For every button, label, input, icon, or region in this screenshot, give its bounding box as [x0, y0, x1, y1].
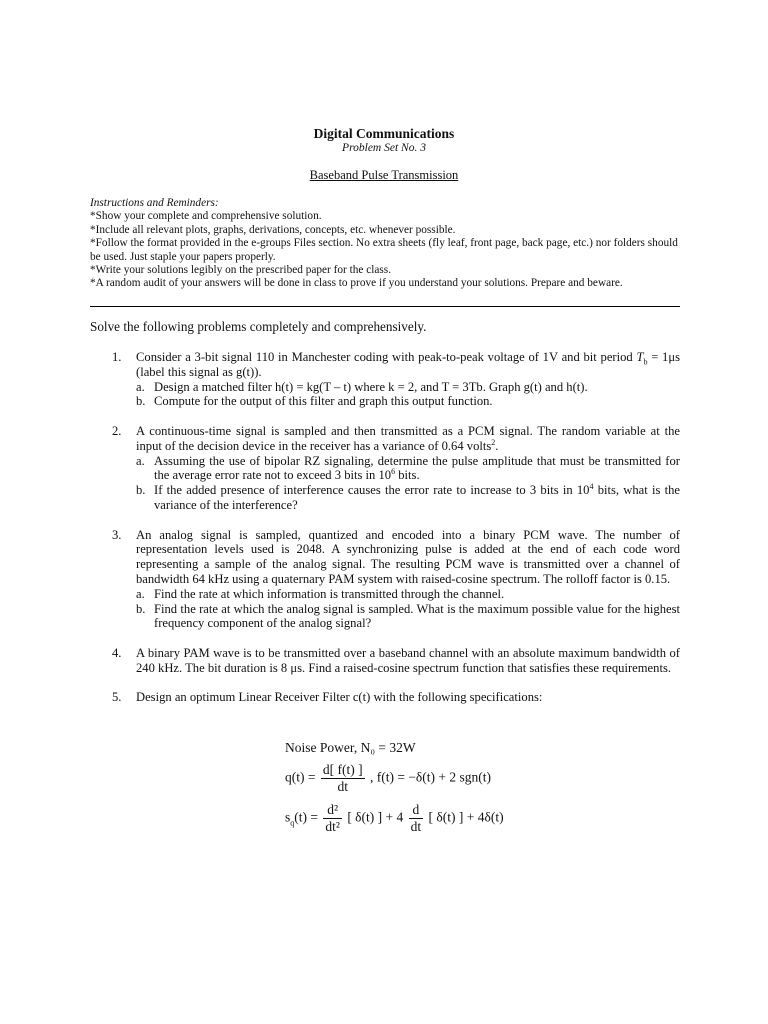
noise-power-equation: Noise Power, N₀ = 32W: [285, 740, 416, 755]
problem-2: [107, 424, 680, 513]
problem-text: Consider a 3-bit signal 110 in Manchester coding with peak-to-peak voltage of 1V and bit period: [136, 350, 637, 364]
derivative-fraction: [321, 762, 365, 795]
first-derivative-fraction: [409, 802, 424, 835]
problem-text: Design an optimum Linear Receiver Filter c(t) with the following specifications:: [136, 690, 543, 705]
superscript: 4: [589, 481, 594, 491]
problem-text: A continuous-time signal is sampled and then transmitted as a PCM signal. The random variable at the input of the decision device in the receiver has a variance of 0.64 volts: [136, 423, 680, 453]
sq-middle: [ δ(t) ] + 4: [347, 809, 404, 825]
problem-4: [107, 646, 680, 676]
subproblem-text: Compute for the output of this filter and graph this output function.: [154, 394, 493, 409]
document-title: Digital Communications: [313, 126, 455, 141]
fraction-denominator: dt: [410, 819, 422, 834]
document-topic: Baseband Pulse Transmission: [309, 168, 459, 182]
sq-end: [ δ(t) ] + 4δ(t): [428, 809, 504, 825]
subproblem-letter: b.: [136, 601, 146, 616]
subproblem-1b: [136, 394, 680, 409]
subproblem-letter: a.: [136, 379, 145, 394]
second-derivative-fraction: [323, 802, 342, 835]
instruction-item: *Write your solutions legibly on the prescribed paper for the class.: [90, 264, 392, 277]
problem-1: [107, 350, 680, 409]
fraction-numerator: d[ f(t) ]: [322, 762, 363, 777]
subproblem-text: If the added presence of interference causes the error rate to increase to 3 bits in 10: [154, 483, 590, 498]
instruction-item: *A random audit of your answers will be done in class to prove if you understand your solutions. Prepare and beware.: [90, 277, 623, 290]
problem-number: 5.: [112, 690, 122, 705]
instructions-block: [90, 197, 680, 291]
instructions-heading: Instructions and Reminders:: [90, 197, 219, 209]
sq-lhs: s: [285, 809, 291, 825]
tb-symbol: T: [636, 350, 644, 364]
subproblem-2a: [136, 454, 680, 484]
problem-3: [107, 528, 680, 632]
fraction-denominator: dt: [337, 779, 348, 794]
problem-number: 2.: [112, 423, 122, 438]
q-equation: [285, 762, 491, 795]
subproblem-text: Assuming the use of bipolar RZ signaling, determine the pulse amplitude that must be transmitted for the average error rate not to exceed 3 bits in 10: [154, 453, 680, 483]
problem-5: [107, 690, 680, 705]
superscript: 2: [491, 437, 496, 447]
problem-number: 4.: [112, 645, 122, 660]
subproblem-3a: [136, 587, 680, 602]
subproblem-letter: b.: [136, 483, 146, 498]
problem-text: An analog signal is sampled, quantized and encoded into a binary PCM wave. The number of representation levels used is 2048. A synchronizing pulse is added at the end of each code word representing a sample of the analog signal. The resulting PCM wave is transmitted over a channel of bandwidth 64 kHz using a quaternary PAM system with raised-cosine spectrum. The rolloff factor is 0.15.: [136, 527, 680, 586]
problem-text: = 1μs (label this signal as g(t)).: [136, 350, 680, 379]
problem-text: A binary PAM wave is to be transmitted over a baseband channel with an absolute maximum bandwidth of 240 kHz. The bit duration is 8 μs. Find a raised-cosine spectrum function that satisfies these requirements.: [136, 645, 680, 675]
problems-intro: Solve the following problems completely and comprehensively.: [90, 319, 427, 334]
fraction-numerator: d: [409, 802, 424, 819]
instruction-item: *Include all relevant plots, graphs, derivations, concepts, etc. whenever possible.: [90, 223, 456, 236]
problem-number: 3.: [112, 527, 122, 542]
subproblem-text: bits, what is the variance of the interference?: [154, 483, 680, 512]
sq-lhs: (t) =: [294, 809, 318, 825]
tb-subscript: b: [643, 357, 648, 367]
sq-equation: [285, 802, 504, 835]
superscript: 6: [391, 467, 396, 477]
subproblem-letter: b.: [136, 394, 146, 409]
instruction-item: *Follow the format provided in the e-groups Files section. No extra sheets (fly leaf, front page, back page, etc.) nor folders should be used. Just staple your papers properly.: [90, 237, 678, 263]
subproblem-text: bits.: [395, 468, 420, 483]
subproblem-text: Design a matched filter h(t) = kg(T – t) where k = 2, and T = 3Tb. Graph g(t) and h(t).: [154, 379, 588, 394]
problem-text: .: [495, 438, 499, 453]
horizontal-divider: [90, 306, 680, 307]
q-rhs: , f(t) = −δ(t) + 2 sgn(t): [369, 769, 492, 785]
problem-list: [107, 350, 680, 705]
fraction-denominator: dt²: [325, 819, 340, 834]
q-lhs: q(t) =: [285, 769, 316, 785]
fraction-numerator: d²: [323, 802, 342, 819]
subproblem-1a: [136, 380, 680, 395]
problem-number: 1.: [112, 350, 122, 364]
document-subtitle: Problem Set No. 3: [342, 142, 426, 154]
subproblem-letter: a.: [136, 586, 145, 601]
subproblem-text: Find the rate at which information is transmitted through the channel.: [154, 586, 505, 601]
subproblem-2b: [136, 483, 680, 513]
sq-subscript: q: [290, 818, 295, 828]
subproblem-text: Find the rate at which the analog signal is sampled. What is the maximum possible value for the highest frequency component of the analog signal?: [154, 601, 680, 631]
instruction-item: *Show your complete and comprehensive solution.: [90, 210, 322, 223]
subproblem-letter: a.: [136, 453, 145, 468]
subproblem-3b: [136, 602, 680, 632]
